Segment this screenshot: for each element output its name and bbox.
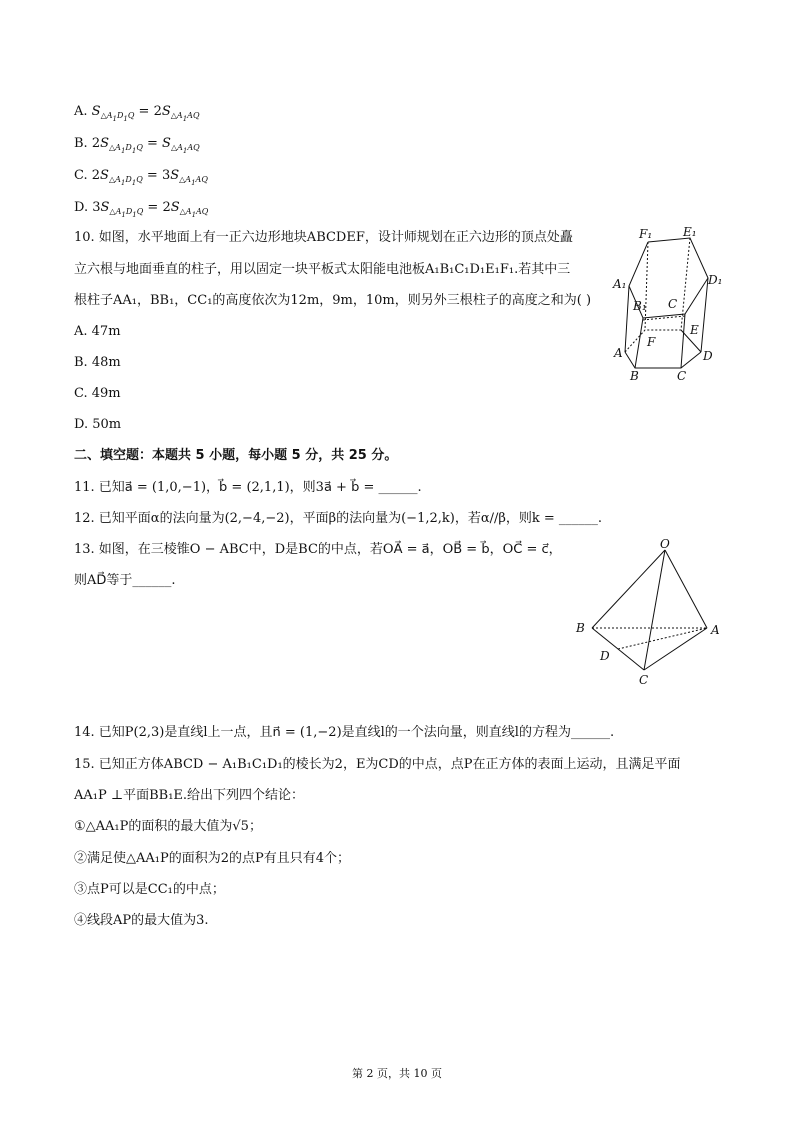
q10-option-d: D. 50m xyxy=(74,417,122,432)
q9-option-b: B. $2S_{\triangle A_1D_1Q} = S_{\triangle A_1AQ}$ xyxy=(74,136,200,155)
hexagon-prism-figure xyxy=(605,222,730,387)
q9-option-a: A. $S_{\triangle A_1D_1Q} = 2S_{\triangle A_1AQ}$ xyxy=(74,104,200,123)
q15-item-1: ①△AA₁P的面积的最大值为√5； xyxy=(74,819,262,834)
label-a: A xyxy=(614,346,623,360)
label-o: O xyxy=(660,538,670,551)
q11: 11. 已知a⃗ = (1,0,−1)，b⃗ = (2,1,1)，则3a⃗ + b⃗ = ______. xyxy=(74,480,422,495)
label-d-tetra: D xyxy=(600,649,610,663)
q13-line-1: 13. 如图，在三棱锥O − ABC中，D是BC的中点，若OA⃗ = a⃗，OB⃗ = b⃗，OC⃗ = c⃗， xyxy=(74,542,562,557)
q15-line-2: AA₁P ⊥平面BB₁E.给出下列四个结论： xyxy=(74,788,305,803)
q12: 12. 已知平面α的法向量为(2,−4,−2)，平面β的法向量为(−1,2,k)，若α//β，则k = ______. xyxy=(74,511,603,526)
label-b1: B₁ xyxy=(633,299,647,313)
q13-line-2: 则AD⃗等于______. xyxy=(74,573,176,588)
q15-item-3: ③点P可以是CC₁的中点； xyxy=(74,882,225,897)
q15-item-2: ②满足使△AA₁P的面积为2的点P有且只有4个； xyxy=(74,851,351,866)
q10-option-b: B. 48m xyxy=(74,355,121,370)
label-f: F xyxy=(647,335,656,349)
q10-line-3: 根柱子AA₁，BB₁，CC₁的高度依次为12m，9m，10m，则另外三根柱子的高度之和为( ) xyxy=(74,293,592,308)
label-e1: E₁ xyxy=(683,225,697,239)
label-c-tetra: C xyxy=(639,673,649,687)
tetrahedron-figure xyxy=(570,538,730,688)
label-c-top: C xyxy=(668,297,678,311)
label-e: E xyxy=(690,323,699,337)
label-a-tetra: A xyxy=(711,623,720,637)
q14: 14. 已知P(2,3)是直线l上一点，且n⃗ = (1,−2)是直线l的一个法向量，则直线l的方程为______. xyxy=(74,725,615,740)
page-footer: 第 2 页，共 10 页 xyxy=(352,1067,442,1080)
q10-line-1: 10. 如图，水平地面上有一正六边形地块ABCDEF，设计师规划在正六边形的顶点处矗 xyxy=(74,230,573,245)
q10-option-a: A. 47m xyxy=(74,324,121,339)
q9-option-d: D. $3S_{\triangle A_1D_1Q} = 2S_{\triangle A_1AQ}$ xyxy=(74,200,209,219)
q10-option-c: C. 49m xyxy=(74,386,121,401)
label-f1: F₁ xyxy=(639,227,653,241)
label-b: B xyxy=(630,369,639,383)
q15-item-4: ④线段AP的最大值为3. xyxy=(74,913,209,928)
label-d1: D₁ xyxy=(708,273,723,287)
section-heading: 二、填空题：本题共 5 小题，每小题 5 分，共 25 分。 xyxy=(74,448,398,463)
label-a1: A₁ xyxy=(613,277,627,291)
label-d: D xyxy=(703,349,713,363)
q15-line-1: 15. 已知正方体ABCD − A₁B₁C₁D₁的棱长为2，E为CD的中点，点P在正方体的表面上运动，且满足平面 xyxy=(74,757,681,772)
q10-line-2: 立六根与地面垂直的柱子，用以固定一块平板式太阳能电池板A₁B₁C₁D₁E₁F₁.若其中三 xyxy=(74,262,571,277)
label-b-tetra: B xyxy=(576,621,585,635)
q9-option-c: C. $2S_{\triangle A_1D_1Q} = 3S_{\triangle A_1AQ}$ xyxy=(74,168,208,187)
label-c: C xyxy=(677,369,687,383)
